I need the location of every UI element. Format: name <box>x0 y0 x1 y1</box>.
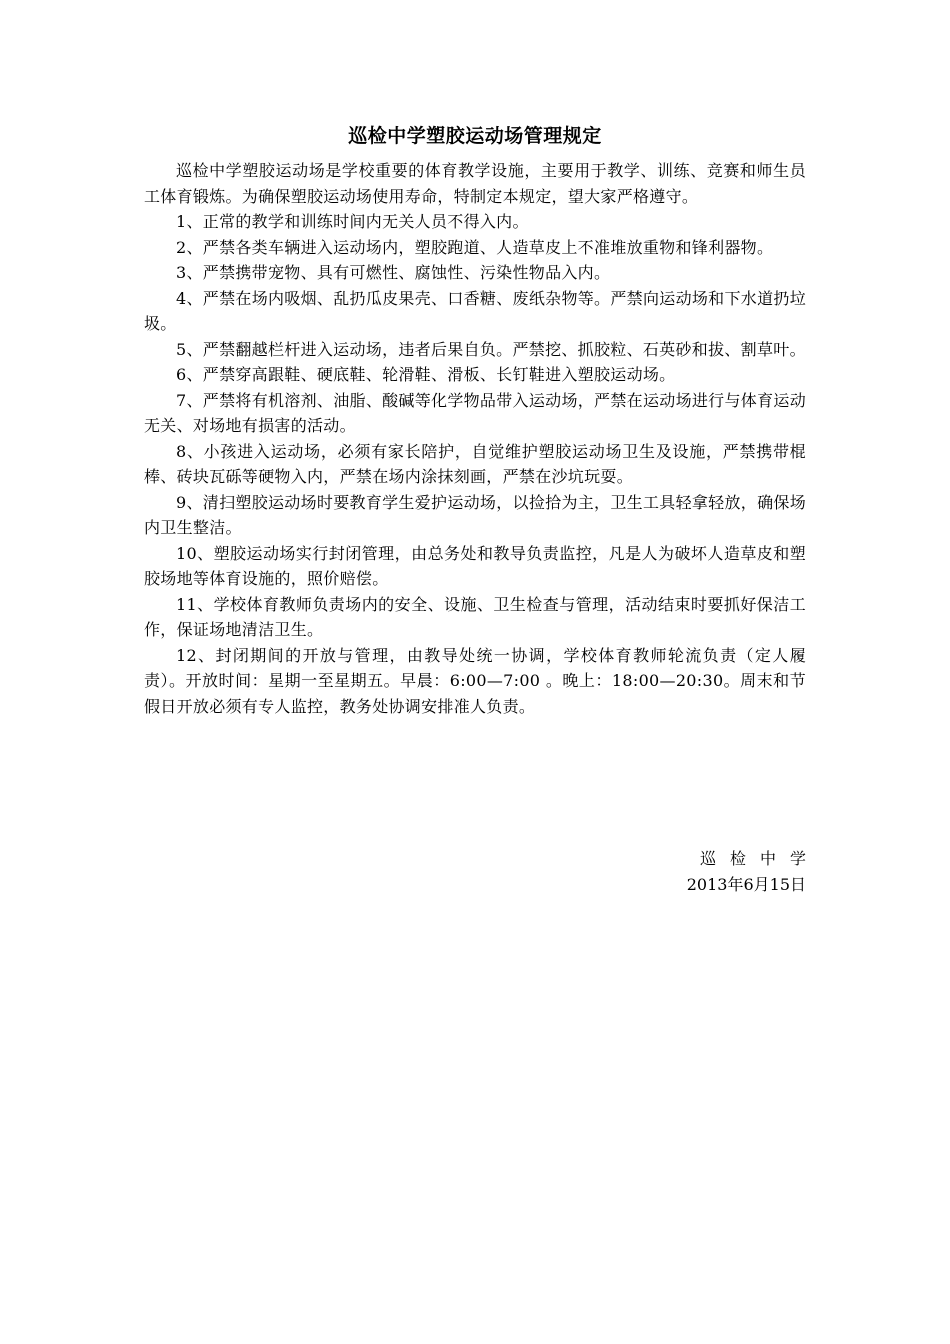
rule-8: 8、小孩进入运动场，必须有家长陪护，自觉维护塑胶运动场卫生及设施，严禁携带棍棒、砖块瓦砾等硬物入内，严禁在场内涂抹刻画，严禁在沙坑玩耍。 <box>144 441 806 486</box>
rule-11: 11、学校体育教师负责场内的安全、设施、卫生检查与管理，活动结束时要抓好保洁工作，保证场地清洁卫生。 <box>144 594 806 639</box>
document-body <box>144 122 806 719</box>
rule-3: 3、严禁携带宠物、具有可燃性、腐蚀性、污染性物品入内。 <box>176 263 611 282</box>
rule-7: 7、严禁将有机溶剂、油脂、酸碱等化学物品带入运动场，严禁在运动场进行与体育运动无关、对场地有损害的活动。 <box>144 390 806 435</box>
rule-5: 5、严禁翻越栏杆进入运动场，违者后果自负。严禁挖、抓胶粒、石英砂和拔、割草叶。 <box>176 339 806 359</box>
intro-paragraph: 巡检中学塑胶运动场是学校重要的体育教学设施，主要用于教学、训练、竞赛和师生员工体育锻炼。为确保塑胶运动场使用寿命，特制定本规定，望大家严格遵守。 <box>144 161 806 206</box>
rule-6: 6、严禁穿高跟鞋、硬底鞋、轮滑鞋、滑板、长钉鞋进入塑胶运动场。 <box>176 365 676 384</box>
rule-9: 9、清扫塑胶运动场时要教育学生爱护运动场，以捡拾为主，卫生工具轻拿轻放，确保场内卫生整洁。 <box>144 492 806 537</box>
signature-block <box>606 846 820 897</box>
signature-date: 2013年6月15日 <box>686 874 806 894</box>
document-title: 巡检中学塑胶运动场管理规定 <box>348 125 602 147</box>
rule-4: 4、严禁在场内吸烟、乱扔瓜皮果壳、口香糖、废纸杂物等。严禁向运动场和下水道扔垃圾。 <box>144 288 806 333</box>
rule-1: 1、正常的教学和训练时间内无关人员不得入内。 <box>176 212 529 231</box>
rule-10: 10、塑胶运动场实行封闭管理，由总务处和教导负责监控，凡是人为破坏人造草皮和塑胶场地等体育设施的，照价赔偿。 <box>144 543 806 588</box>
rule-2: 2、严禁各类车辆进入运动场内，塑胶跑道、人造草皮上不准堆放重物和锋利器物。 <box>176 237 774 257</box>
rule-12: 12、封闭期间的开放与管理，由教导处统一协调，学校体育教师轮流负责（定人履责）。开放时间：星期一至星期五。早晨：6:00—7:00 。晚上：18:00—20:30。周末和节假日开放必须有专人监控，教务处协调安排准人负责。 <box>144 645 806 716</box>
signature-school: 巡检中学 <box>699 849 820 868</box>
